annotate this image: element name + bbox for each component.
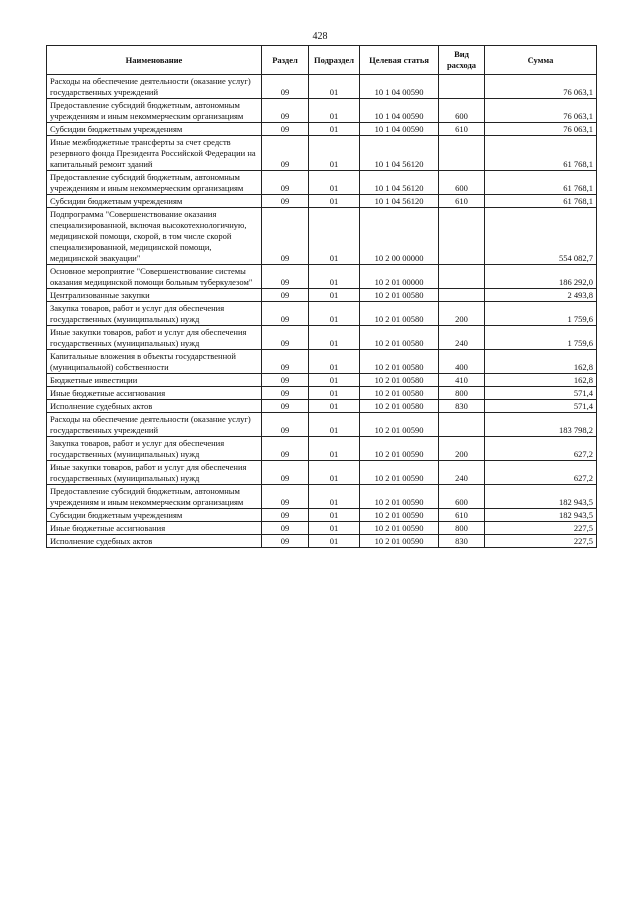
cell-summa: 76 063,1 — [485, 75, 597, 99]
cell-vid: 800 — [439, 387, 485, 400]
cell-razdel: 09 — [262, 123, 309, 136]
cell-name: Подпрограмма "Совершенствование оказания специализированной, включая высокотехнологичную, медицинской помощи, скорой, в том числе скорой специализированной, медицинской помощи, медицинской эвакуации" — [47, 208, 262, 265]
table-row — [47, 136, 597, 171]
cell-statya: 10 2 01 00580 — [360, 289, 439, 302]
table-row — [47, 461, 597, 485]
cell-podrazdel: 01 — [309, 400, 360, 413]
cell-podrazdel: 01 — [309, 289, 360, 302]
cell-statya: 10 1 04 56120 — [360, 171, 439, 195]
cell-razdel: 09 — [262, 302, 309, 326]
cell-vid: 830 — [439, 535, 485, 548]
cell-razdel: 09 — [262, 265, 309, 289]
table-row — [47, 75, 597, 99]
cell-name: Субсидии бюджетным учреждениям — [47, 195, 262, 208]
cell-name: Исполнение судебных актов — [47, 535, 262, 548]
cell-razdel: 09 — [262, 461, 309, 485]
cell-vid: 610 — [439, 195, 485, 208]
cell-razdel: 09 — [262, 509, 309, 522]
cell-podrazdel: 01 — [309, 509, 360, 522]
cell-razdel: 09 — [262, 522, 309, 535]
cell-statya: 10 2 01 00580 — [360, 387, 439, 400]
cell-name: Бюджетные инвестиции — [47, 374, 262, 387]
cell-vid: 240 — [439, 326, 485, 350]
cell-podrazdel: 01 — [309, 136, 360, 171]
cell-statya: 10 2 01 00580 — [360, 350, 439, 374]
table-row — [47, 535, 597, 548]
cell-summa: 1 759,6 — [485, 326, 597, 350]
cell-summa: 182 943,5 — [485, 485, 597, 509]
cell-statya: 10 1 04 00590 — [360, 75, 439, 99]
cell-summa: 76 063,1 — [485, 123, 597, 136]
cell-statya: 10 2 01 00590 — [360, 437, 439, 461]
cell-summa: 227,5 — [485, 535, 597, 548]
table-row — [47, 522, 597, 535]
cell-vid: 610 — [439, 123, 485, 136]
cell-name: Закупка товаров, работ и услуг для обеспечения государственных (муниципальных) нужд — [47, 302, 262, 326]
cell-summa: 162,8 — [485, 350, 597, 374]
cell-vid: 200 — [439, 437, 485, 461]
cell-name: Капитальные вложения в объекты государственной (муниципальной) собственности — [47, 350, 262, 374]
cell-podrazdel: 01 — [309, 437, 360, 461]
cell-statya: 10 1 04 00590 — [360, 123, 439, 136]
cell-vid: 600 — [439, 485, 485, 509]
cell-razdel: 09 — [262, 485, 309, 509]
cell-vid: 410 — [439, 374, 485, 387]
cell-vid — [439, 75, 485, 99]
table-row — [47, 171, 597, 195]
cell-podrazdel: 01 — [309, 350, 360, 374]
cell-summa: 182 943,5 — [485, 509, 597, 522]
cell-name: Субсидии бюджетным учреждениям — [47, 123, 262, 136]
cell-statya: 10 2 01 00590 — [360, 509, 439, 522]
cell-summa: 627,2 — [485, 461, 597, 485]
cell-summa: 61 768,1 — [485, 195, 597, 208]
cell-name: Иные межбюджетные трансферты за счет средств резервного фонда Президента Российской Федерации на капитальный ремонт зданий — [47, 136, 262, 171]
cell-statya: 10 2 00 00000 — [360, 208, 439, 265]
header-podrazdel: Подраздел — [309, 46, 360, 75]
table-row — [47, 265, 597, 289]
cell-name: Иные бюджетные ассигнования — [47, 522, 262, 535]
cell-name: Основное мероприятие "Совершенствование системы оказания медицинской помощи больным туберкулезом" — [47, 265, 262, 289]
cell-name: Субсидии бюджетным учреждениям — [47, 509, 262, 522]
cell-statya: 10 1 04 56120 — [360, 195, 439, 208]
cell-summa: 183 798,2 — [485, 413, 597, 437]
cell-statya: 10 2 01 00580 — [360, 374, 439, 387]
table-row — [47, 99, 597, 123]
table-body — [47, 75, 597, 548]
cell-summa: 227,5 — [485, 522, 597, 535]
cell-razdel: 09 — [262, 99, 309, 123]
cell-podrazdel: 01 — [309, 374, 360, 387]
cell-podrazdel: 01 — [309, 522, 360, 535]
table-row — [47, 195, 597, 208]
table-row — [47, 485, 597, 509]
cell-statya: 10 2 01 00590 — [360, 461, 439, 485]
cell-razdel: 09 — [262, 437, 309, 461]
table-row — [47, 437, 597, 461]
cell-name: Предоставление субсидий бюджетным, автономным учреждениям и иным некоммерческим организациям — [47, 485, 262, 509]
cell-razdel: 09 — [262, 326, 309, 350]
cell-razdel: 09 — [262, 535, 309, 548]
cell-podrazdel: 01 — [309, 123, 360, 136]
cell-statya: 10 2 01 00580 — [360, 326, 439, 350]
header-summa: Сумма — [485, 46, 597, 75]
header-statya: Целевая статья — [360, 46, 439, 75]
cell-name: Предоставление субсидий бюджетным, автономным учреждениям и иным некоммерческим организациям — [47, 171, 262, 195]
cell-summa: 76 063,1 — [485, 99, 597, 123]
table-row — [47, 374, 597, 387]
cell-name: Закупка товаров, работ и услуг для обеспечения государственных (муниципальных) нужд — [47, 437, 262, 461]
cell-name: Централизованные закупки — [47, 289, 262, 302]
cell-statya: 10 2 01 00000 — [360, 265, 439, 289]
cell-vid: 600 — [439, 171, 485, 195]
table-row — [47, 400, 597, 413]
header-razdel: Раздел — [262, 46, 309, 75]
cell-razdel: 09 — [262, 413, 309, 437]
cell-vid: 600 — [439, 99, 485, 123]
cell-summa: 61 768,1 — [485, 171, 597, 195]
cell-name: Иные закупки товаров, работ и услуг для обеспечения государственных (муниципальных) нужд — [47, 326, 262, 350]
cell-summa: 61 768,1 — [485, 136, 597, 171]
cell-razdel: 09 — [262, 374, 309, 387]
cell-summa: 186 292,0 — [485, 265, 597, 289]
cell-vid: 800 — [439, 522, 485, 535]
table-row — [47, 289, 597, 302]
cell-vid: 830 — [439, 400, 485, 413]
cell-name: Предоставление субсидий бюджетным, автономным учреждениям и иным некоммерческим организациям — [47, 99, 262, 123]
cell-vid — [439, 289, 485, 302]
cell-razdel: 09 — [262, 350, 309, 374]
table-row — [47, 326, 597, 350]
cell-podrazdel: 01 — [309, 99, 360, 123]
cell-podrazdel: 01 — [309, 485, 360, 509]
cell-name: Иные бюджетные ассигнования — [47, 387, 262, 400]
cell-razdel: 09 — [262, 171, 309, 195]
cell-razdel: 09 — [262, 387, 309, 400]
cell-statya: 10 2 01 00590 — [360, 522, 439, 535]
header-row — [47, 46, 597, 75]
cell-statya: 10 2 01 00580 — [360, 400, 439, 413]
cell-podrazdel: 01 — [309, 302, 360, 326]
cell-podrazdel: 01 — [309, 413, 360, 437]
table-row — [47, 123, 597, 136]
table-row — [47, 387, 597, 400]
cell-podrazdel: 01 — [309, 461, 360, 485]
cell-razdel: 09 — [262, 289, 309, 302]
cell-vid: 400 — [439, 350, 485, 374]
cell-statya: 10 2 01 00590 — [360, 535, 439, 548]
cell-name: Иные закупки товаров, работ и услуг для обеспечения государственных (муниципальных) нужд — [47, 461, 262, 485]
cell-podrazdel: 01 — [309, 195, 360, 208]
cell-summa: 571,4 — [485, 400, 597, 413]
cell-vid — [439, 208, 485, 265]
cell-summa: 571,4 — [485, 387, 597, 400]
cell-summa: 627,2 — [485, 437, 597, 461]
cell-podrazdel: 01 — [309, 535, 360, 548]
page-number: 428 — [312, 31, 328, 42]
cell-podrazdel: 01 — [309, 265, 360, 289]
cell-vid: 200 — [439, 302, 485, 326]
cell-statya: 10 2 01 00590 — [360, 413, 439, 437]
cell-podrazdel: 01 — [309, 387, 360, 400]
cell-podrazdel: 01 — [309, 75, 360, 99]
cell-razdel: 09 — [262, 195, 309, 208]
cell-summa: 162,8 — [485, 374, 597, 387]
cell-podrazdel: 01 — [309, 326, 360, 350]
cell-statya: 10 2 01 00580 — [360, 302, 439, 326]
cell-summa: 1 759,6 — [485, 302, 597, 326]
cell-summa: 2 493,8 — [485, 289, 597, 302]
cell-name: Исполнение судебных актов — [47, 400, 262, 413]
table-header — [47, 46, 597, 75]
header-name: Наименование — [47, 46, 262, 75]
cell-razdel: 09 — [262, 136, 309, 171]
cell-vid — [439, 136, 485, 171]
cell-statya: 10 2 01 00590 — [360, 485, 439, 509]
table-row — [47, 350, 597, 374]
cell-name: Расходы на обеспечение деятельности (оказание услуг) государственных учреждений — [47, 413, 262, 437]
cell-statya: 10 1 04 56120 — [360, 136, 439, 171]
cell-summa: 554 082,7 — [485, 208, 597, 265]
cell-vid: 240 — [439, 461, 485, 485]
cell-razdel: 09 — [262, 208, 309, 265]
cell-razdel: 09 — [262, 400, 309, 413]
table-row — [47, 509, 597, 522]
budget-table — [46, 45, 597, 548]
cell-razdel: 09 — [262, 75, 309, 99]
cell-name: Расходы на обеспечение деятельности (оказание услуг) государственных учреждений — [47, 75, 262, 99]
cell-vid: 610 — [439, 509, 485, 522]
table-row — [47, 208, 597, 265]
table-row — [47, 302, 597, 326]
cell-podrazdel: 01 — [309, 208, 360, 265]
cell-podrazdel: 01 — [309, 171, 360, 195]
cell-statya: 10 1 04 00590 — [360, 99, 439, 123]
cell-vid — [439, 413, 485, 437]
table-row — [47, 413, 597, 437]
header-vid: Вид расхода — [439, 46, 485, 75]
cell-vid — [439, 265, 485, 289]
